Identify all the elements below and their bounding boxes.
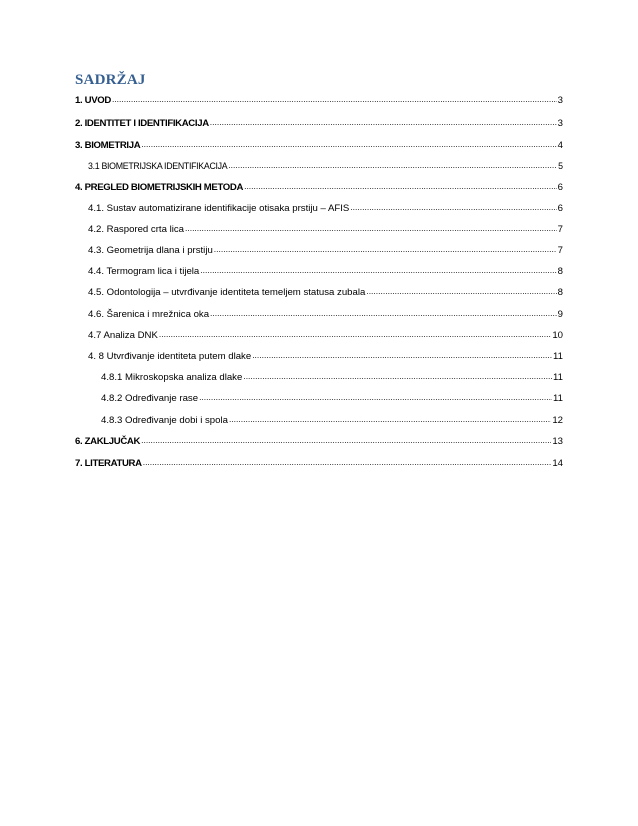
toc-entry-page: 5 <box>558 161 563 171</box>
toc-entry-page: 10 <box>552 330 563 341</box>
toc-entry-label: 4. PREGLED BIOMETRIJSKIH METODA <box>75 182 244 193</box>
toc-entry-page: 11 <box>553 393 563 404</box>
toc-entry-page: 14 <box>552 458 563 469</box>
toc-entry-label: 3. BIOMETRIJA <box>75 140 141 151</box>
toc-entry-page: 8 <box>557 287 563 298</box>
toc-entry[interactable] <box>88 222 563 236</box>
toc-entry-page: 6 <box>557 182 563 193</box>
toc-entry[interactable] <box>101 391 563 405</box>
toc-entry-label: 4.8.3 Određivanje dobi i spola <box>101 415 228 426</box>
toc-entry-label: 4.6. Šarenica i mrežnica oka <box>88 309 210 320</box>
toc-entry[interactable] <box>75 93 563 107</box>
toc-entry-page: 13 <box>552 436 563 447</box>
toc-entry[interactable] <box>88 264 563 278</box>
toc-entry-page: 7 <box>557 245 563 256</box>
dot-leader <box>143 455 552 470</box>
toc-entry-label: 4.8.2 Određivanje rase <box>101 393 199 404</box>
dot-leader <box>229 412 551 427</box>
dot-leader <box>244 179 557 194</box>
toc-entry-page: 12 <box>552 415 563 426</box>
toc-entry-label: 3.1 BIOMETRIJSKA IDENTIFIKACIJA <box>88 161 228 171</box>
toc-entry[interactable] <box>75 180 563 194</box>
toc-entry-page: 11 <box>553 351 563 362</box>
toc-entry-label: 1. UVOD <box>75 95 111 106</box>
dot-leader <box>366 284 556 299</box>
toc-entry-page: 7 <box>557 224 563 235</box>
toc-entry[interactable] <box>101 370 563 384</box>
dot-leader <box>112 92 557 107</box>
toc-entry-label: 4.5. Odontologija – utvrđivanje identiteta temeljem statusa zubala <box>88 287 366 298</box>
toc-entry-label: 4.1. Sustav automatizirane identifikacije otisaka prstiju – AFIS <box>88 203 350 214</box>
toc-entry-page: 4 <box>557 140 563 151</box>
toc-entry-label: 4.8.1 Mikroskopska analiza dlake <box>101 372 243 383</box>
toc-entry[interactable] <box>75 434 563 448</box>
toc-entry-label: 6. ZAKLJUČAK <box>75 436 141 447</box>
toc-entry-label: 7. LITERATURA <box>75 458 142 469</box>
dot-leader <box>159 327 551 342</box>
dot-leader <box>200 263 556 278</box>
toc-entry[interactable] <box>75 456 563 470</box>
dot-leader <box>214 242 557 257</box>
toc-entry-label: 4.2. Raspored crta lica <box>88 224 184 235</box>
dot-leader <box>210 306 557 321</box>
toc-entry[interactable] <box>88 159 563 173</box>
dot-leader <box>141 137 556 152</box>
toc-entry-page: 11 <box>553 372 563 383</box>
toc-entry-label: 2. IDENTITET I IDENTIFIKACIJA <box>75 118 209 129</box>
toc-entry-label: 4. 8 Utvrđivanje identiteta putem dlake <box>88 351 252 362</box>
toc-entry[interactable] <box>88 307 563 321</box>
toc-entry[interactable] <box>88 243 563 257</box>
toc-entry-page: 9 <box>557 309 563 320</box>
toc-entry-page: 3 <box>557 95 563 106</box>
dot-leader <box>185 221 557 236</box>
toc-entry-page: 8 <box>557 266 563 277</box>
dot-leader <box>199 390 552 405</box>
toc-entry-label: 4.4. Termogram lica i tijela <box>88 266 200 277</box>
dot-leader <box>228 158 557 172</box>
toc-entry-label: 4.3. Geometrija dlana i prstiju <box>88 245 213 256</box>
toc-entry[interactable] <box>88 285 563 299</box>
toc-entry[interactable] <box>75 116 563 130</box>
dot-leader <box>210 115 557 130</box>
toc-entry[interactable] <box>101 413 563 427</box>
dot-leader <box>141 433 551 448</box>
toc-entry[interactable] <box>75 138 563 152</box>
toc-title: SADRŽAJ <box>75 72 146 88</box>
dot-leader <box>252 348 552 363</box>
dot-leader <box>350 200 556 215</box>
dot-leader <box>243 369 552 384</box>
toc-entry[interactable] <box>88 201 563 215</box>
toc-entry-page: 6 <box>557 203 563 214</box>
toc-entry-label: 4.7 Analiza DNK <box>88 330 158 341</box>
toc-entry[interactable] <box>88 349 563 363</box>
toc-entry-page: 3 <box>557 118 563 129</box>
toc-entry[interactable] <box>88 328 563 342</box>
